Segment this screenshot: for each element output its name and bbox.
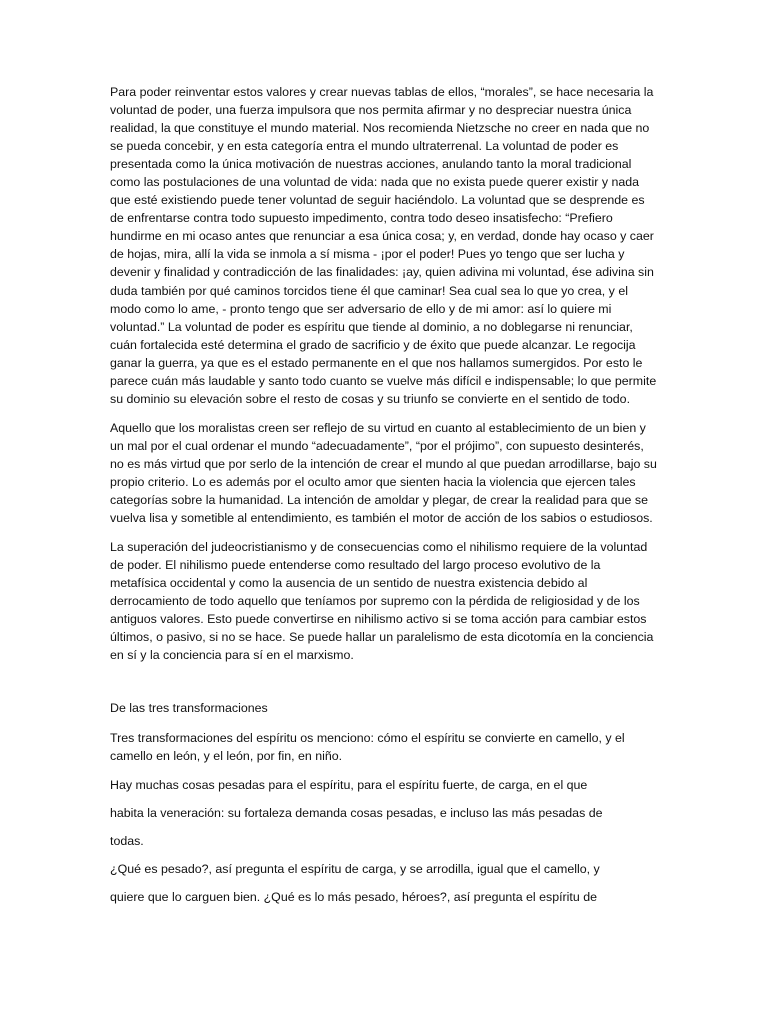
- line-gap: [110, 878, 658, 888]
- paragraph-moralistas: Aquello que los moralistas creen ser reflejo de su virtud en cuanto al establecimiento de un bien y un mal por el cual ordenar el mundo “adecuadamente”, “por el prójimo”, con supuesto desinterés, no es más virtud que por serlo de la intención de crear el mundo al que puedan arrodillarse, bajo su propio criterio. Lo es además por el oculto amor que sienten hacia la violencia que ejercen tales categorías sobre la humanidad. La intención de amoldar y plegar, de crear la realidad para que se vuelva lisa y sometible al entendimiento, es también el motor de acción de los sabios o estudiosos.: [110, 420, 657, 526]
- section-heading: De las tres transformaciones: [110, 701, 268, 716]
- text-line: Hay muchas cosas pesadas para el espíritu, para el espíritu fuerte, de carga, en el que: [110, 777, 588, 792]
- line-gap: [110, 850, 658, 860]
- text-line: ¿Qué es pesado?, así pregunta el espíritu de carga, y se arrodilla, igual que el camello, y: [110, 861, 600, 876]
- section-intro: Tres transformaciones del espíritu os menciono: cómo el espíritu se convierte en camello, y el camello en león, y el león, por fin, en niño.: [110, 730, 625, 763]
- paragraph-voluntad-de-poder: Para poder reinventar estos valores y crear nuevas tablas de ellos, “morales”, se hace necesaria la voluntad de poder, una fuerza impulsora que nos permita afirmar y no despreciar nuestra única realidad, la que constituye el mundo material. Nos recomienda Nietzsche no creer en nada que no se pueda concebir, y en esta categoría entra el mundo ultraterrenal. La voluntad de poder es presentada como la única motivación de nuestras acciones, anulando tanto la moral tradicional como las postulaciones de una voluntad de vida: nada que no exista puede querer existir y nada que esté existiendo puede tener voluntad de seguir haciéndolo. La voluntad que se desprende es de enfrentarse contra todo supuesto impedimento, contra todo deseo insatisfecho: “Prefiero hundirme en mi ocaso antes que renunciar a esa única cosa; y, en verdad, donde hay ocaso y caer de hojas, mira, allí la vida se inmola a sí misma - ¡por el poder! Pues yo tengo que ser lucha y devenir y finalidad y contradicción de las finalidades: ¡ay, quien adivina mi voluntad, ése adivina sin duda también por qué caminos torcidos tiene él que caminar! Sea cual sea lo que yo crea, y el modo como lo ame, - pronto tengo que ser adversario de ello y de mi amor: así lo quiere mi voluntad.” La voluntad de poder es espíritu que tiende al dominio, a no doblegarse ni renunciar, cuán fortalecida esté determina el grado de sacrificio y de éxito que puede alcanzar. Le regocija ganar la guerra, ya que es el estado permanente en el que nos hallamos sumergidos. Por esto le parece cuán más laudable y santo todo cuanto se vuelve más difícil e indispensable; lo que permite su dominio su elevación sobre el resto de cosas y su triunfo se convierte en el sentido de todo.: [110, 85, 657, 406]
- section-spacer: [110, 675, 658, 699]
- paragraph-nihilismo: La superación del judeocristianismo y de consecuencias como el nihilismo requiere de la voluntad de poder. El nihilismo puede entenderse como resultado del largo proceso evolutivo de la metafísica occidental y como la ausencia de un sentido de nuestra existencia debido al derrocamiento de todo aquello que teníamos por supremo con la pérdida de religiosidad y de los antiguos valores. Esto puede convertirse en nihilismo activo si se toma acción para cambiar estos últimos, o pasivo, si no se hace. Se puede hallar un paralelismo de esta dicotomía en la conciencia en sí y la conciencia para sí en el marxismo.: [110, 540, 654, 663]
- text-line: todas.: [110, 833, 144, 848]
- text-line: quiere que lo carguen bien. ¿Qué es lo más pesado, héroes?, así pregunta el espíritu de: [110, 889, 597, 904]
- document-page: [110, 83, 658, 906]
- line-gap: [110, 822, 658, 832]
- line-gap: [110, 794, 658, 804]
- text-line: habita la veneración: su fortaleza demanda cosas pesadas, e incluso las más pesadas de: [110, 805, 603, 820]
